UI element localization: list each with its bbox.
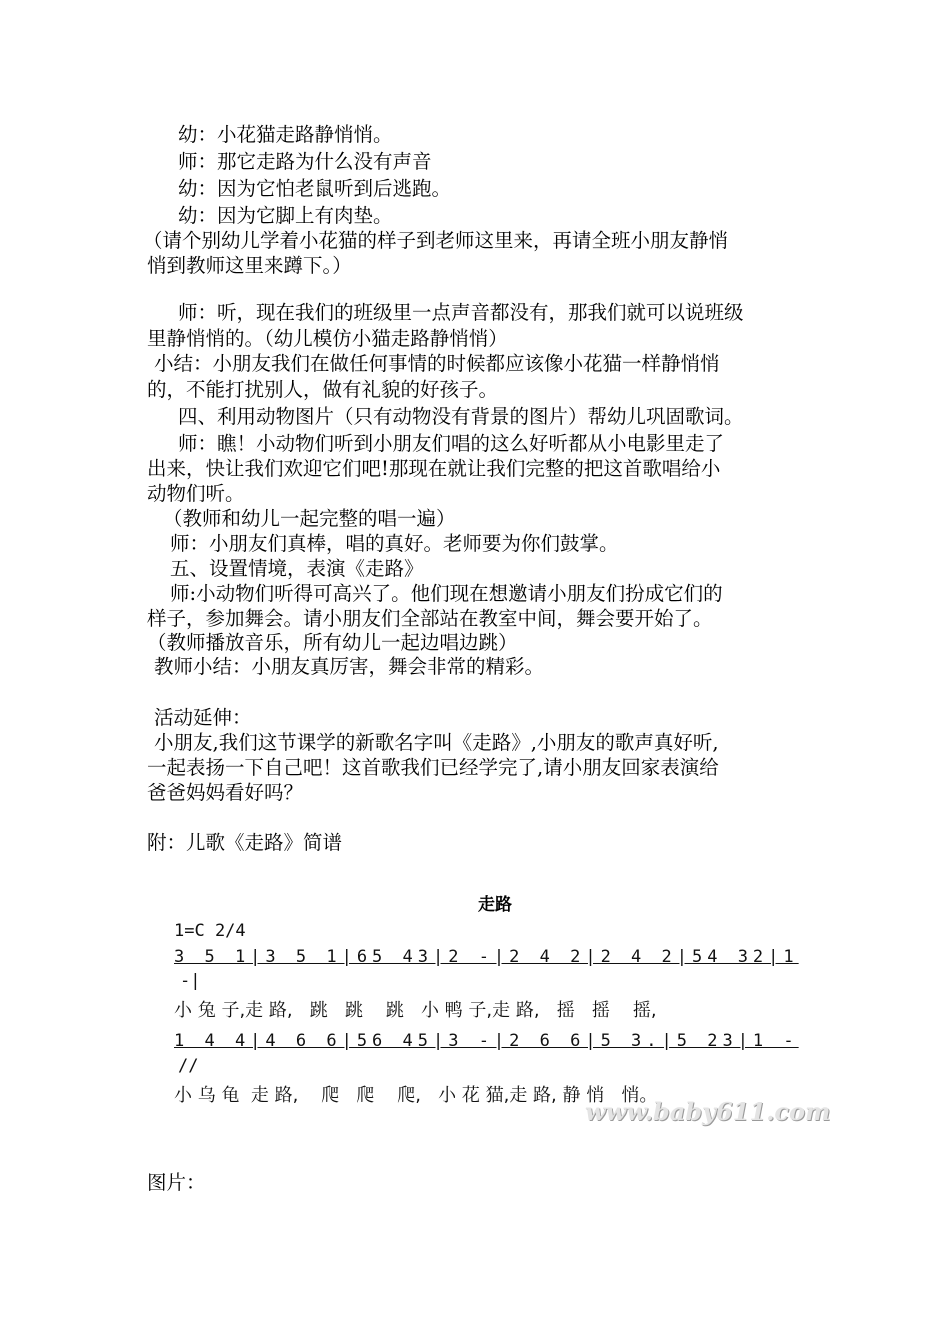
images-label: 图片： — [147, 1171, 206, 1194]
text-line: 里静悄悄的。（幼儿模仿小猫走路静悄悄） — [147, 327, 508, 350]
section-heading: 活动延伸： — [154, 706, 252, 729]
text-line: 小朋友,我们这节课学的新歌名字叫《走路》,小朋友的歌声真好听, — [154, 731, 719, 754]
score-notation-line: 1 4 4|4 6 6|56 45|3 -|2 6 6|5 3.|5 23|1 - — [174, 1031, 799, 1051]
text-line: 师：听，现在我们的班级里一点声音都没有，那我们就可以说班级 — [178, 301, 744, 324]
text-line: （请个别幼儿学着小花猫的样子到老师这里来，再请全班小朋友静悄 — [143, 229, 729, 252]
text-line: 五、设置情境，表演《走路》 — [170, 557, 424, 580]
text-line: 幼：小花猫走路静悄悄。 — [178, 123, 393, 146]
score-notation-line: // — [178, 1056, 199, 1076]
text-line: 一起表扬一下自己吧！这首歌我们已经学完了,请小朋友回家表演给 — [147, 756, 719, 779]
score-lyrics-line: 小 乌 龟 走 路, 爬 爬 爬, 小 花 猫,走 路, 静 悄 悄。 — [174, 1085, 658, 1106]
text-line: （教师播放音乐，所有幼儿一起边唱边跳） — [147, 631, 518, 654]
text-line: 师：那它走路为什么没有声音 — [178, 150, 432, 173]
text-line: （教师和幼儿一起完整的唱一遍） — [163, 507, 456, 530]
song-title: 走路 — [478, 895, 512, 915]
text-line: 幼：因为它怕老鼠听到后逃跑。 — [178, 177, 452, 200]
text-line: 四、利用动物图片（只有动物没有背景的图片）帮幼儿巩固歌词。 — [178, 405, 744, 428]
text-line: 师：瞧！小动物们听到小朋友们唱的这么好听都从小电影里走了 — [178, 432, 725, 455]
score-lyrics-line: 小 兔 子,走 路, 跳 跳 跳 小 鸭 子,走 路, 摇 摇 摇, — [174, 1000, 657, 1021]
score-notation-line: 3 5 1|3 5 1|65 43|2 -|2 4 2|2 4 2|54 32|1 — [174, 947, 799, 967]
text-line: 教师小结：小朋友真厉害，舞会非常的精彩。 — [154, 655, 545, 678]
text-line: 动物们听。 — [147, 482, 245, 505]
text-line: 悄到教师这里来蹲下。） — [147, 254, 352, 277]
text-line: 幼：因为它脚上有肉垫。 — [178, 204, 393, 227]
song-key: 1=C 2/4 — [174, 921, 246, 941]
text-line: 师：小朋友们真棒，唱的真好。老师要为你们鼓掌。 — [170, 532, 619, 555]
text-line: 爸爸妈妈看好吗？ — [147, 781, 304, 804]
appendix-heading: 附：儿歌《走路》简谱 — [147, 831, 343, 854]
text-line: 师:小动物们听得可高兴了。他们现在想邀请小朋友们扮成它们的 — [170, 582, 723, 605]
score-notation-line: -| — [180, 971, 201, 991]
text-line: 出来，快让我们欢迎它们吧!那现在就让我们完整的把这首歌唱给小 — [147, 457, 721, 480]
watermark-logo: www.baby611.com — [585, 1097, 831, 1126]
text-line: 样子，参加舞会。请小朋友们全部站在教室中间，舞会要开始了。 — [147, 607, 713, 630]
text-line: 小结：小朋友我们在做任何事情的时候都应该像小花猫一样静悄悄 — [154, 352, 720, 375]
text-line: 的，不能打扰别人，做有礼貌的好孩子。 — [147, 378, 499, 401]
